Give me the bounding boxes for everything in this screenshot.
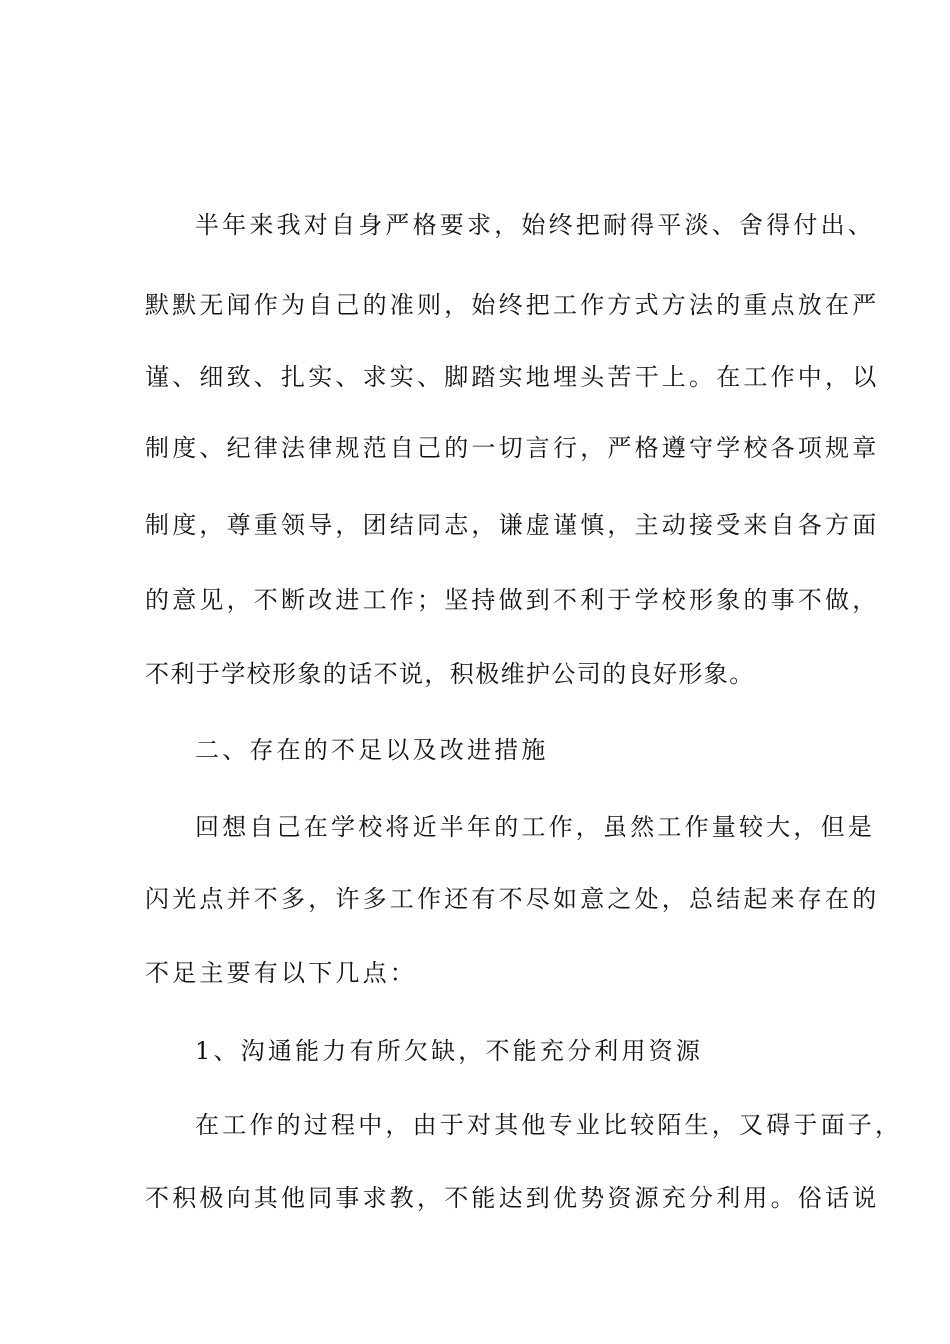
paragraph-line-1: 半年来我对自身严格要求，始终把耐得平淡、舍得付出、: [195, 211, 875, 239]
section-heading: 二、存在的不足以及改进措施: [195, 736, 549, 764]
paragraph-line-3: 谨、细致、扎实、求实、脚踏实地埋头苦干上。在工作中，以: [145, 363, 880, 391]
paragraph-line-11: 在工作的过程中，由于对其他专业比较陌生，又碍于面子，: [195, 1111, 903, 1139]
paragraph-line-2: 默默无闻作为自己的准则，始终把工作方式方法的重点放在严: [145, 291, 880, 319]
subheading-1: 1、沟通能力有所欠缺，不能充分利用资源: [195, 1037, 704, 1065]
paragraph-line-4: 制度、纪律法律规范自己的一切言行，严格遵守学校各项规章: [145, 434, 880, 462]
paragraph-line-5: 制度，尊重领导，团结同志，谦虚谨慎，主动接受来自各方面: [145, 511, 880, 539]
paragraph-line-9: 闪光点并不多，许多工作还有不尽如意之处，总结起来存在的: [145, 885, 880, 913]
paragraph-line-12: 不积极向其他同事求教，不能达到优势资源充分利用。俗话说: [145, 1184, 880, 1212]
paragraph-line-7: 不利于学校形象的话不说，积极维护公司的良好形象。: [145, 660, 755, 688]
paragraph-line-10: 不足主要有以下几点：: [145, 959, 417, 987]
paragraph-line-8: 回想自己在学校将近半年的工作，虽然工作量较大，但是: [195, 813, 875, 841]
paragraph-line-6: 的意见，不断改进工作；坚持做到不利于学校形象的事不做，: [145, 586, 880, 614]
